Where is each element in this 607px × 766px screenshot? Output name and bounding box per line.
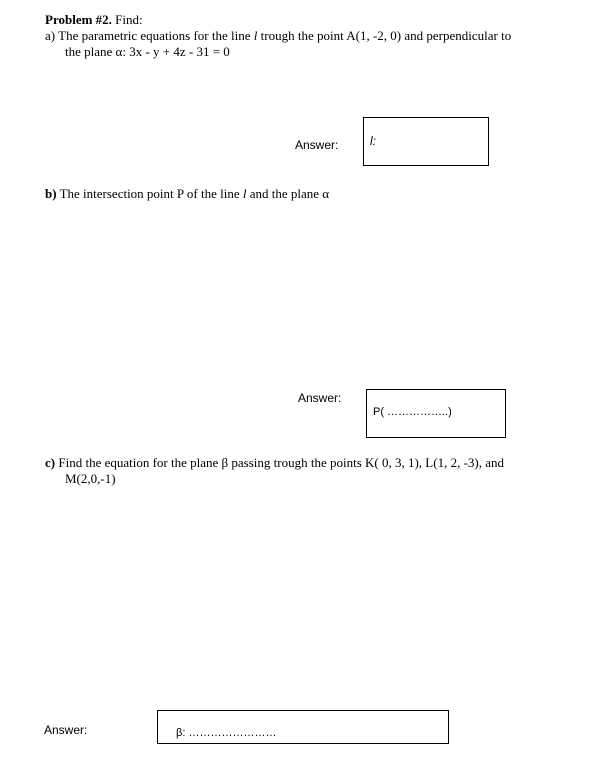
part-a-line2: the plane α: 3x - y + 4z - 31 = 0: [65, 44, 230, 59]
part-c-line2: M(2,0,-1): [65, 471, 116, 486]
part-a-text-post: trough the point A(1, -2, 0) and perpendicular to: [257, 28, 512, 43]
part-a-answer-label: Answer:: [295, 138, 339, 152]
problem-intro: Find:: [111, 12, 143, 27]
part-c-marker: c): [45, 455, 56, 470]
part-c-line1: [45, 455, 504, 471]
part-b-line-symbol: l: [242, 186, 247, 201]
part-c-answer-label: Answer:: [44, 723, 88, 737]
part-b-answer-label: Answer:: [298, 391, 342, 405]
part-b-text-pre: The intersection point P of the line: [56, 186, 243, 201]
part-a-answer-box[interactable]: [363, 117, 489, 166]
part-b-question: [45, 186, 329, 202]
part-b-marker: b): [45, 186, 57, 201]
part-c-answer-box[interactable]: [157, 710, 449, 744]
part-b-answer-value: P( ……………..): [373, 406, 452, 418]
part-b-text-post: and the plane α: [246, 186, 330, 201]
part-a-line-symbol: l: [253, 28, 258, 43]
problem-label: Problem #2.: [45, 12, 112, 27]
problem-heading: [45, 12, 143, 28]
part-a-answer-prefix: l:: [370, 134, 376, 148]
part-b-answer-box[interactable]: [366, 389, 506, 438]
part-a-line1: [45, 28, 511, 44]
part-a-text-pre: The parametric equations for the line: [58, 28, 254, 43]
part-c-answer-value: β: ……………………: [176, 727, 277, 739]
part-a-marker: a): [45, 28, 56, 43]
part-c-text: Find the equation for the plane β passing trough the points K( 0, 3, 1), L(1, 2, -3), and: [55, 455, 505, 470]
